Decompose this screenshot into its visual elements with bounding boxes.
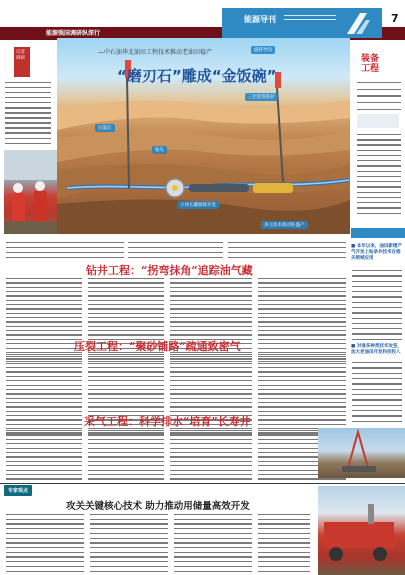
article-text-8	[258, 354, 346, 434]
article-text-10	[88, 430, 164, 484]
bottom-text-2	[90, 514, 168, 572]
headline-key-technology: 攻关关键核心技术 助力推动用储量高效开发	[66, 501, 250, 512]
hero-subtitle: —中石油华北油田工程技术推动老油田稳产	[98, 49, 213, 56]
hero-label-1: 旋转导向	[251, 46, 275, 54]
workers-photo	[4, 150, 58, 234]
equipment-photo	[318, 486, 405, 575]
hero-title: “磨刃石”雕成“金饭碗”	[117, 67, 277, 85]
right-blurb-1-text	[352, 270, 402, 340]
right-blurb-2: ■ 对准多种类技术攻坚，加大老油田开发科技投入	[351, 344, 402, 355]
article-text-9	[6, 430, 82, 484]
hero-label-2: 三层套管防护	[245, 93, 278, 101]
intro-text-col1	[6, 242, 124, 258]
right-blurb-1: ■ 本年以来，油田新增产气开发上钻录井技术在相关领域应用	[351, 244, 402, 261]
logo-icon	[342, 8, 372, 38]
right-blurb-2-text	[352, 362, 402, 422]
right-blue-tag	[351, 228, 405, 238]
reporter-badge: 记者 调研	[14, 47, 30, 77]
hero-infographic	[57, 38, 350, 234]
page-name: 能源导刊	[244, 15, 276, 24]
hero-label-3: 压裂后	[95, 124, 115, 132]
article-text-5	[6, 354, 82, 434]
article-text-11	[170, 430, 252, 484]
hero-label-6: 多元技术推动旺盛产	[261, 221, 308, 229]
headline-drilling: 钻井工程：“拐弯抹角”追踪油气藏	[86, 264, 253, 277]
article-text-4	[258, 278, 346, 362]
section-divider	[0, 483, 405, 484]
headline-gas-production: 采气工程：科学排水“培育”长寿井	[84, 415, 251, 428]
right-column-meta	[357, 82, 401, 110]
banner-meta	[284, 15, 336, 20]
hero-label-4: 钻头	[152, 146, 167, 154]
expert-view-tag: 专家观点	[4, 485, 32, 496]
bottom-text-3	[174, 514, 252, 572]
masthead	[0, 0, 405, 40]
bottom-text-4	[258, 514, 310, 572]
section-title: 能源强国调研纵深行	[46, 30, 101, 37]
drilling-rig-photo	[318, 428, 405, 478]
page-number: 7	[391, 12, 399, 25]
left-intro-text	[5, 82, 51, 144]
right-column-text	[357, 134, 401, 214]
article-text-1	[6, 278, 82, 362]
page-banner	[222, 8, 382, 38]
hero-label-5: 立体长藏勘探开发	[177, 201, 219, 209]
qr-card	[357, 114, 399, 128]
headline-fracturing: 压裂工程：“聚砂铺路”疏通致密气	[74, 340, 241, 353]
bottom-text-1	[6, 514, 84, 572]
right-column-head: 装备工程	[361, 54, 380, 74]
intro-text-col3	[228, 242, 346, 258]
intro-text-col2	[128, 242, 223, 258]
